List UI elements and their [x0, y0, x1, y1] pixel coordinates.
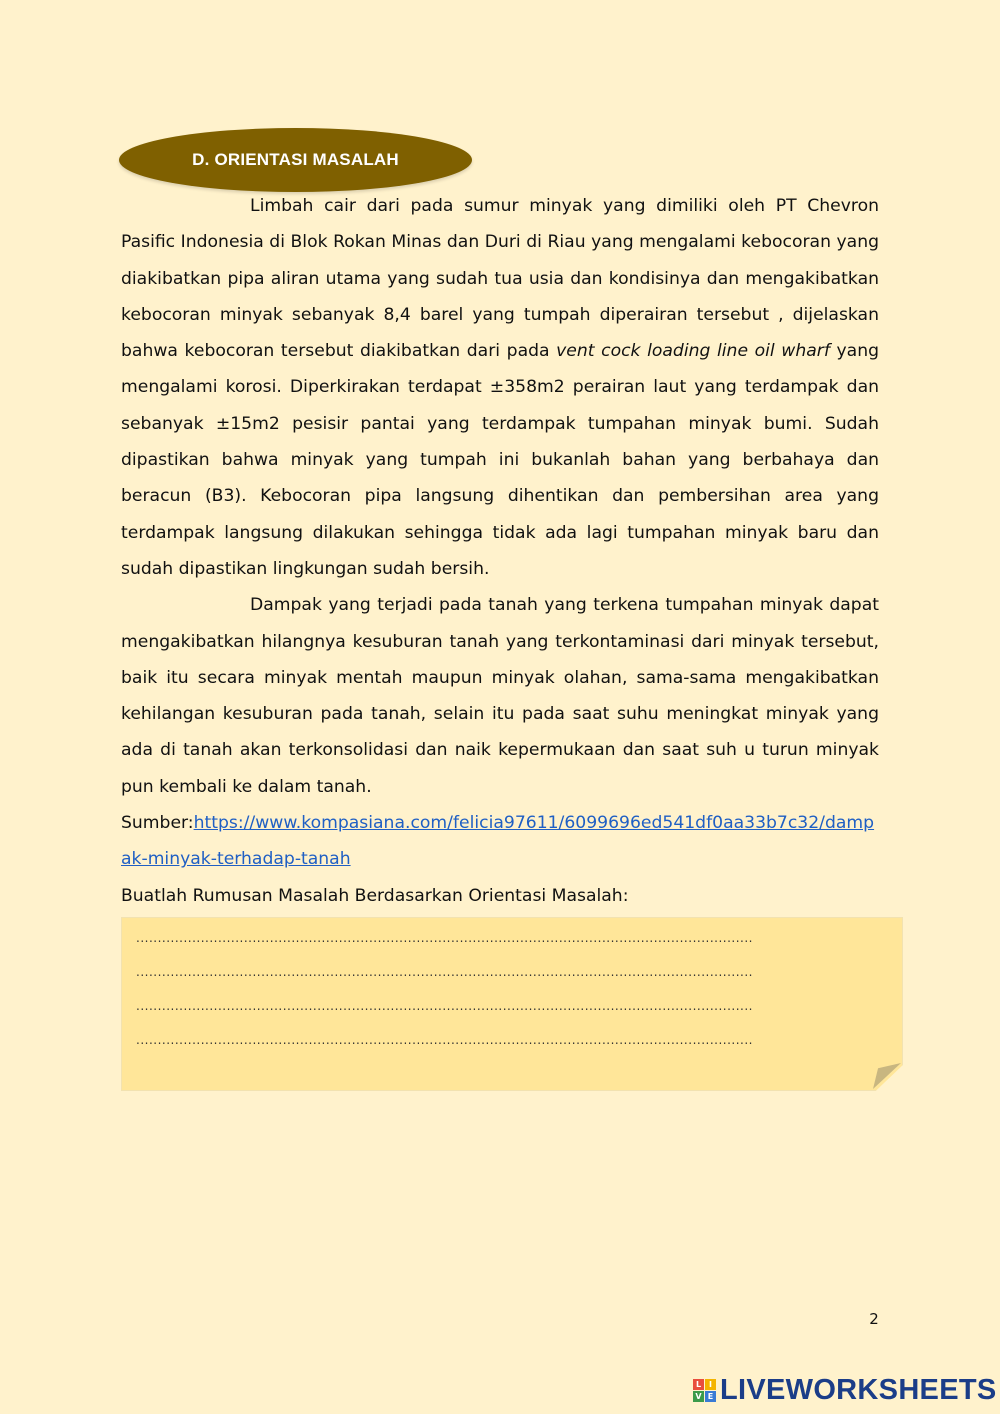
brand-logo	[693, 1373, 997, 1407]
instruction-text: Buatlah Rumusan Masalah Berdasarkan Orientasi Masalah:	[121, 885, 629, 906]
brand-icon-tile: L	[693, 1379, 704, 1390]
brand-name: LIVEWORKSHEETS	[720, 1373, 997, 1406]
source-label: Sumber:	[121, 813, 194, 834]
answer-line-3[interactable]: ...............................................................................................................................................	[136, 999, 753, 1013]
main-content	[121, 188, 879, 914]
answer-line-2[interactable]: ...............................................................................................................................................	[136, 965, 753, 979]
answer-line-4[interactable]: ...............................................................................................................................................	[136, 1033, 753, 1047]
paragraph-1-text-b: yang mengalami korosi. Diperkirakan terdapat ±358m2 perairan laut yang terdampak dan sebanyak ±15m2 pesisir pantai yang terdampak tumpahan minyak bumi. Sudah dipastikan bahwa minyak yang tumpah ini bukanlah bahan yang berbahaya dan beracun (B3). Kebocoran pipa langsung dihentikan dan pembersihan area yang terdampak langsung dilakukan sehingga tidak ada lagi tumpahan minyak baru dan sudah dipastikan lingkungan sudah bersih.	[121, 341, 879, 579]
brand-icon-tile: E	[705, 1391, 716, 1402]
brand-icon	[693, 1379, 716, 1402]
brand-icon-tile: I	[705, 1379, 716, 1390]
section-heading: D. ORIENTASI MASALAH	[192, 150, 399, 169]
page-number: 2	[869, 1310, 879, 1328]
paragraph-1-italic-term: vent cock loading line oil wharf	[556, 341, 830, 362]
paragraph-2: Dampak yang terjadi pada tanah yang terkena tumpahan minyak dapat mengakibatkan hilangnya kesuburan tanah yang terkontaminasi dari minyak tersebut, baik itu secara minyak mentah maupun minyak olahan, sama-sama mengakibatkan kehilangan kesuburan pada tanah, selain itu pada saat suhu meningkat minyak yang ada di tanah akan terkonsolidasi dan naik kepermukaan dan saat suh u turun minyak pun kembali ke dalam tanah.	[121, 595, 879, 797]
source-link[interactable]: https://www.kompasiana.com/felicia97611/6099696ed541df0aa33b7c32/dampak-minyak-terhadap-tanah	[121, 813, 875, 870]
brand-icon-tile: V	[693, 1391, 704, 1402]
paragraph-1-text-a: Limbah cair dari pada sumur minyak yang dimiliki oleh PT Chevron Pasific Indonesia di Blok Rokan Minas dan Duri di Riau yang mengalami kebocoran yang diakibatkan pipa aliran utama yang sudah tua usia dan kondisinya dan mengakibatkan kebocoran minyak sebanyak 8,4 barel yang tumpah diperairan tersebut , dijelaskan bahwa kebocoran tersebut diakibatkan dari pada	[121, 196, 879, 362]
answer-line-1[interactable]: ...............................................................................................................................................	[136, 931, 753, 945]
paragraph-1	[121, 188, 879, 587]
source-line	[121, 805, 879, 878]
